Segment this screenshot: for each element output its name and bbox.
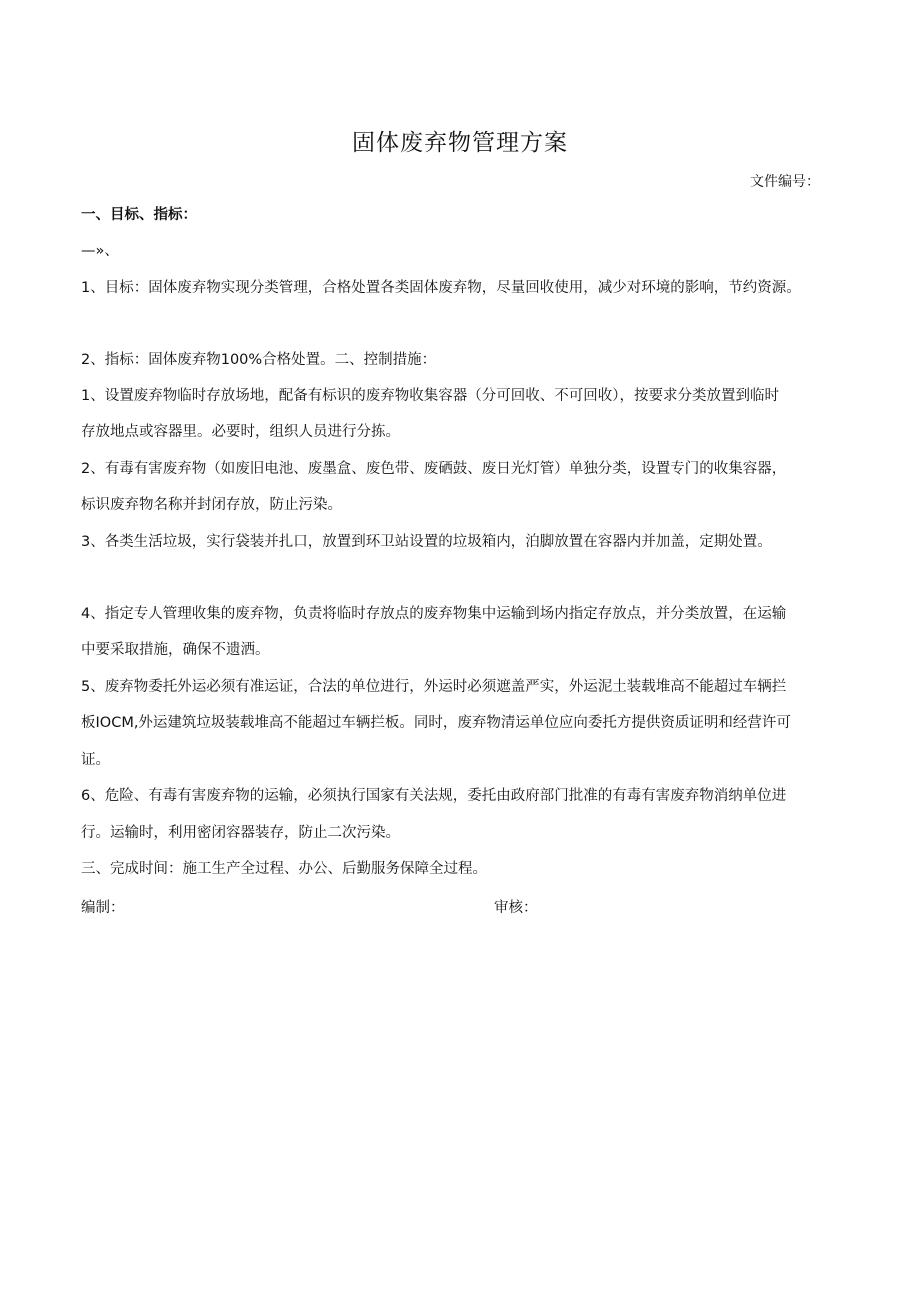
paragraph-line: 5、废弃物委托外运必须有准运证，合法的单位进行，外运时必须遮盖严实，外运泥土装载堆高不能超过车辆拦 <box>81 679 787 695</box>
section-heading-goals: 一、目标、指标： <box>81 207 197 223</box>
compiled-by-label: 编制： <box>81 900 125 916</box>
document-title: 固体废弃物管理方案 <box>352 130 568 156</box>
paragraph-line: 2、有毒有害废弃物（如废旧电池、废墨盒、废色带、废硒鼓、废日光灯管）单独分类，设置专门的收集容器， <box>81 461 787 477</box>
section-marker: —»、 <box>81 243 119 259</box>
paragraph-line: 存放地点或容器里。必要时，组织人员进行分拣。 <box>81 424 400 440</box>
paragraph-line: 标识废弃物名称并封闭存放，防止污染。 <box>81 497 342 513</box>
paragraph-completion-time: 三、完成时间：施工生产全过程、办公、后勤服务保障全过程。 <box>81 861 487 877</box>
paragraph-goal: 1、目标：固体废弃物实现分类管理，合格处置各类固体废弃物，尽量回收使用，减少对环境的影响，节约资源。 <box>81 280 801 296</box>
paragraph-line: 6、危险、有毒有害废弃物的运输，必须执行国家有关法规，委托由政府部门批准的有毒有害废弃物消纳单位进 <box>81 788 787 804</box>
doc-number-label: 文件编号： <box>750 174 820 190</box>
paragraph-line: 板IOCM,外运建筑垃圾装载堆高不能超过车辆拦板。同时，废弃物清运单位应向委托方提供资质证明和经营许可 <box>81 715 791 731</box>
paragraph-indicator: 2、指标：固体废弃物100%合格处置。二、控制措施： <box>81 352 437 368</box>
paragraph-line: 4、指定专人管理收集的废弃物，负责将临时存放点的废弃物集中运输到场内指定存放点，并分类放置，在运输 <box>81 606 787 622</box>
paragraph-line: 3、各类生活垃圾，实行袋装并扎口，放置到环卫站设置的垃圾箱内，泊脚放置在容器内并加盖，定期处置。 <box>81 534 772 550</box>
reviewed-by-label: 审核： <box>494 900 538 916</box>
paragraph-line: 中要采取措施，确保不遗洒。 <box>81 642 270 658</box>
paragraph-line: 行。运输时，利用密闭容器装存，防止二次污染。 <box>81 825 400 841</box>
paragraph-line: 1、设置废弃物临时存放场地，配备有标识的废弃物收集容器（分可回收、不可回收），按要求分类放置到临时 <box>81 388 779 404</box>
paragraph-line: 证。 <box>81 752 110 768</box>
